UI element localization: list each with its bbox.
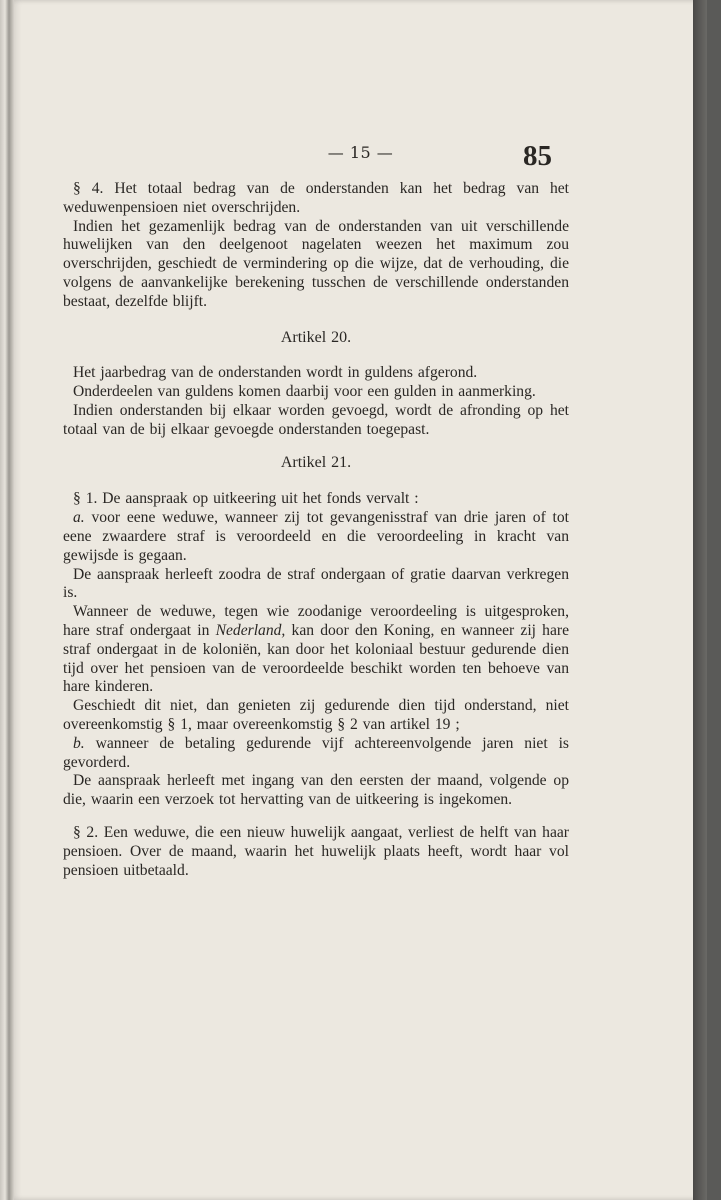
paragraph-a21-s2: § 2. Een weduwe, die een nieuw huwelijk aangaat, verliest de helft van haar pensioen. Over de maand, waarin het huwelijk plaats heeft, wordt haar vol pensioen uitbetaald.	[63, 823, 569, 879]
page-number: 85	[523, 140, 552, 172]
nederland-italic: Nederland,	[215, 621, 286, 639]
paragraph-s4-intro: § 4. Het totaal bedrag van de onderstanden kan het bedrag van het weduwenpensioen niet overschrijden.	[63, 180, 569, 216]
paragraph-a20-3: Indien onderstanden bij elkaar worden gevoegd, wordt de afronding op het totaal van de bij elkaar gevoegde onderstanden toegepast.	[63, 401, 569, 438]
paragraph-a21-5: De aanspraak herleeft met ingang van den eersten der maand, volgende op die, waarin een verzoek tot hervatting van de uitkeering is ingekomen.	[63, 772, 569, 809]
paragraph-a21-1: § 1. De aanspraak op uitkeering uit het fonds vervalt :	[73, 490, 419, 508]
scan-right-edge	[693, 0, 707, 1200]
paragraph-a20-2: Onderdeelen van guldens komen daarbij voor een gulden in aanmerking.	[73, 383, 536, 401]
paragraph-a21-4: Geschiedt dit niet, dan genieten zij gedurende dien tijd onderstand, niet overeenkomstig § 1, maar overeenkomstig § 2 van artikel 19 ;	[63, 697, 569, 733]
label-a: a.	[73, 509, 85, 527]
paragraph-a20-1: Het jaarbedrag van de onderstanden wordt in guldens afgerond.	[73, 364, 478, 382]
document-page	[14, 0, 707, 1200]
heading-artikel-20: Artikel 20.	[280, 328, 352, 346]
label-b: b.	[73, 734, 85, 752]
scan-left-edge	[0, 0, 14, 1200]
text-a: voor eene weduwe, wanneer zij tot gevangenisstraf van drie jaren of tot eene zwaardere straf is veroordeeld en die veroordeeling in kracht van gewijsde is gegaan.	[63, 509, 569, 564]
text-a21-3-after: kan door den Koning, en wanneer zij hare straf ondergaat in de koloniën, kan door het koloniaal bestuur gedurende dien tijd over het pensioen van de veroordeelde beschikt worden ten behoeve van hare kinderen.	[63, 621, 570, 696]
body-text	[63, 180, 569, 880]
heading-artikel-21: Artikel 21.	[280, 453, 352, 471]
paragraph-a21-3	[63, 603, 569, 697]
text-a21-3-before: Wanneer de weduwe, tegen wie zoodanige veroordeeling is uitgesproken, hare straf ondergaat in	[63, 603, 569, 639]
running-head: — 15 —	[327, 143, 394, 162]
paragraph-a21-2: De aanspraak herleeft zoodra de straf ondergaan of gratie daarvan verkregen is.	[63, 565, 569, 602]
paragraph-s4-detail: Indien het gezamenlijk bedrag van de onderstanden van uit verschillende huwelijken van den deelgenoot nagelaten weezen het maximum zou overschrijden, geschiedt de vermindering op die wijze, dat de verhouding, die volgens de aanvankelijke berekening tusschen de verschillende onderstanden bestaat, dezelfde blijft.	[63, 217, 569, 310]
paragraph-a21-b	[63, 735, 569, 773]
text-b: wanneer de betaling gedurende vijf achtereenvolgende jaren niet is gevorderd.	[63, 734, 569, 771]
paragraph-a21-a	[63, 509, 569, 565]
